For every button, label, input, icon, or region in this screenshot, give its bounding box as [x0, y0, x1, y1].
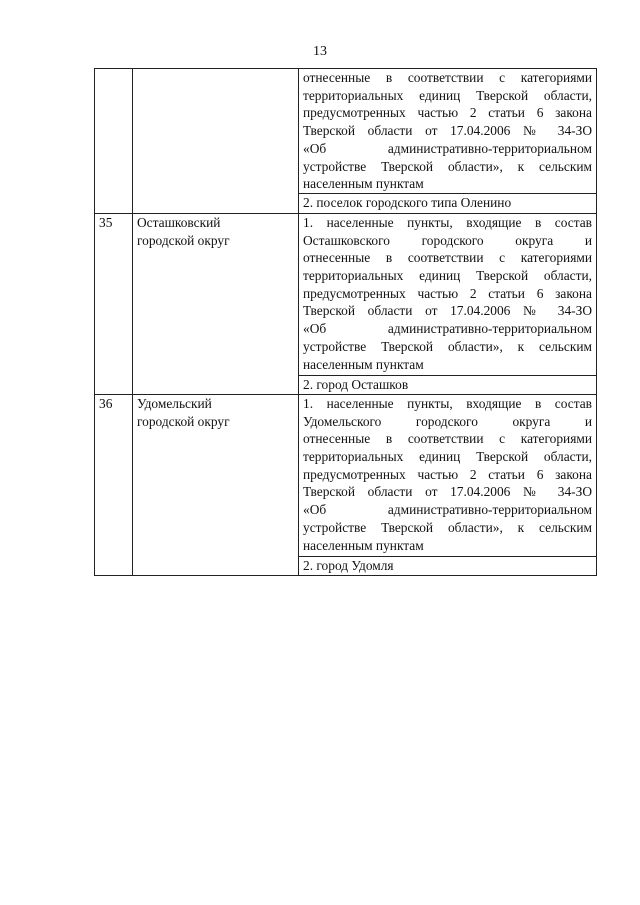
- text-line: предусмотренных частью 2 статьи 6 закона: [303, 466, 592, 482]
- text-line: населенным пунктам: [303, 176, 424, 192]
- text-line: «Об административно-территориальном: [303, 321, 592, 337]
- municipality-name-cell: [133, 213, 299, 394]
- text-line: 2. поселок городского типа Оленино: [303, 194, 512, 210]
- table-row: [95, 213, 597, 375]
- settlement-category-cell: [299, 394, 597, 556]
- text-line: Осташковского городского округа и: [303, 232, 592, 248]
- text-line: «Об административно-территориальном: [303, 140, 592, 156]
- row-number-cell: 35: [95, 213, 133, 394]
- text-line: 2. город Удомля: [303, 557, 394, 573]
- text-line: Тверской области от 17.04.2006 № 34-ЗО: [303, 484, 592, 500]
- text-line: устройстве Тверской области», к сельским: [303, 519, 592, 535]
- text-line: отнесенные в соответствии с категориями: [303, 70, 592, 85]
- text-line: отнесенные в соответствии с категориями: [303, 431, 592, 447]
- text-line: 2. город Осташков: [303, 376, 409, 392]
- settlement-item-cell: [299, 193, 597, 213]
- text-line: 1. населенные пункты, входящие в состав: [303, 395, 592, 411]
- text-line: 1. населенные пункты, входящие в состав: [303, 214, 592, 230]
- text-line: территориальных единиц Тверской области,: [303, 87, 592, 103]
- text-line: территориальных единиц Тверской области,: [303, 449, 592, 465]
- table-row: [95, 394, 597, 556]
- text-line: отнесенные в соответствии с категориями: [303, 250, 592, 266]
- text-line: Тверской области от 17.04.2006 № 34-ЗО: [303, 123, 592, 139]
- text-line: Осташковский: [137, 214, 221, 230]
- settlement-category-cell: [299, 69, 597, 194]
- municipality-name-cell: [133, 69, 299, 214]
- text-line: территориальных единиц Тверской области,: [303, 268, 592, 284]
- text-line: «Об административно-территориальном: [303, 502, 592, 518]
- row-number-cell: 36: [95, 394, 133, 575]
- settlements-table: [94, 68, 597, 576]
- text-line: населенным пунктам: [303, 356, 424, 372]
- settlement-category-cell: [299, 213, 597, 375]
- text-line: Тверской области от 17.04.2006 № 34-ЗО: [303, 303, 592, 319]
- table-row: [95, 69, 597, 194]
- text-line: Удомельский: [137, 395, 212, 411]
- row-number-cell: [95, 69, 133, 214]
- settlement-item-cell: [299, 375, 597, 394]
- text-line: устройстве Тверской области», к сельским: [303, 338, 592, 354]
- text-line: городской округ: [137, 232, 230, 248]
- text-line: населенным пунктам: [303, 537, 424, 553]
- text-line: Удомельского городского округа и: [303, 413, 592, 429]
- text-line: предусмотренных частью 2 статьи 6 закона: [303, 285, 592, 301]
- page-number: 13: [313, 44, 327, 59]
- settlement-item-cell: [299, 556, 597, 575]
- municipality-name-cell: [133, 394, 299, 575]
- text-line: предусмотренных частью 2 статьи 6 закона: [303, 105, 592, 121]
- text-line: городской округ: [137, 413, 230, 429]
- text-line: устройстве Тверской области», к сельским: [303, 158, 592, 174]
